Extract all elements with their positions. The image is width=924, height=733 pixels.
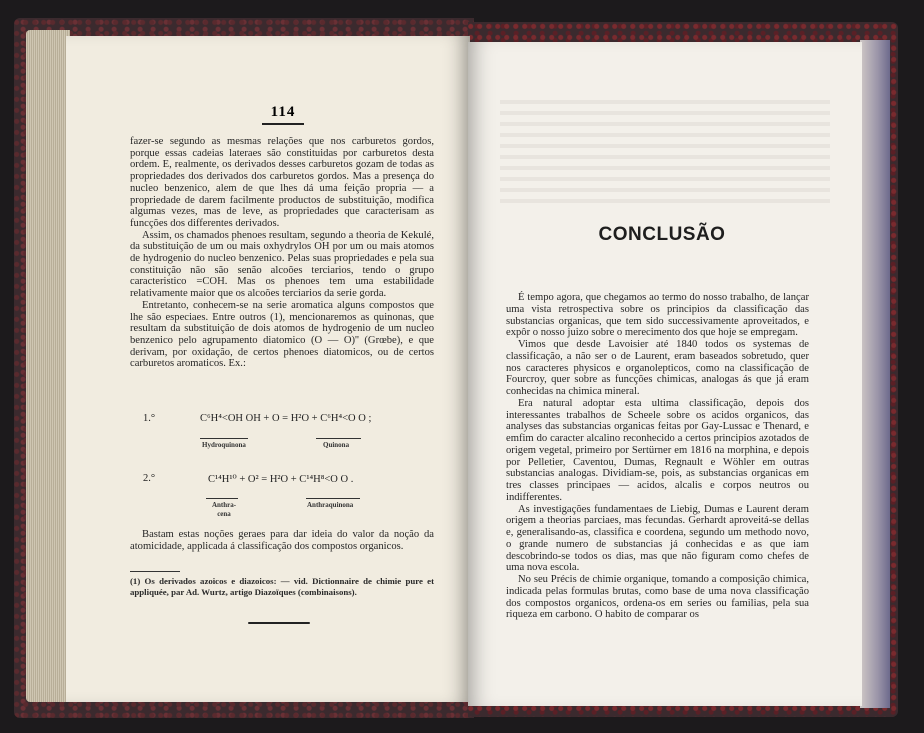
formula-label: Anthraquinona <box>307 501 354 509</box>
paragraph: Era natural adoptar esta ultima classificação, depois dos interessantes trabalhos de Scheele sobre os acidos organicos, das analyses das substancias organicas feitas por Gay-Lussac e Thenard, e emfim do caracter alcalino reconhecido a certos principios azotados de origem vegetal, primeiro por Sertürner em 1816 na morphina, e depois por Pelletier, Caventou, Dumas, Regnault e Wöhler em outras substancias analogas. Dividiam-se, pois, as substancias organicas em tres classes principaes — acidos, alcalis e corpos neutros ou indifferentes. <box>506 397 809 503</box>
page-number: 114 <box>270 104 296 120</box>
formula-label: Anthra- cena <box>211 501 237 518</box>
formula-brace <box>206 498 238 499</box>
page-edges-right <box>860 40 890 708</box>
paragraph: As investigações fundamentaes de Liebig, Dumas e Laurent deram origem a theorias parciaes, mas fecundas. Gerhardt aproveitá-se dellas e, generalisando-as, classifica e coordena, segundo um methodo novo, o grande numero de substancias já conhecidas e as que iam descobrindo-se todos os dias, mas que não figuram como chefes de uma nova escola. <box>506 503 809 574</box>
formula-label: Hydroquinona <box>202 441 246 449</box>
formula-expression: C⁶H⁴<OH OH + O = H²O + C⁶H⁴<O O ; <box>200 413 372 424</box>
closing-paragraph <box>130 529 434 552</box>
end-ornament <box>248 622 310 624</box>
bleed-through-text <box>500 100 830 210</box>
paragraph: Assim, os chamados phenoes resultam, segundo a theoria de Kekulé, da substituição de um ou mais oxhydrylos OH por um ou mais atomos de hydrogenio do nucleo benzenico. Pelas suas propriedades e pela sua constituição não são senão alcoões terciarios, tendo o grupo caracteristico =COH. Mas os phenoes tem uma estabilidade relativamente maior que os alcoões terciarios da serie gorda. <box>130 229 434 300</box>
formula-brace <box>306 498 360 499</box>
footnote-rule <box>130 571 180 572</box>
paragraph: É tempo agora, que chegamos ao termo do nosso trabalho, de lançar uma vista retrospectiva sobre os principios da classificação das substancias organicas, que tem sido successivamente aproveitados, e expôr o nosso juizo sobre o merecimento dos que hoje se empregam. <box>506 292 809 339</box>
page-edges-left <box>26 30 70 702</box>
formula-brace <box>200 438 248 439</box>
paragraph: Vimos que desde Lavoisier até 1840 todos os systemas de classificação, a não ser o de Laurent, eram baseados sobretudo, quer nos caracteres physicos e organolepticos, como na classificação de Fourcroy, quer sobre as funcções chimicas, analogas ás que já eram conhecidas na chimica mineral. <box>506 339 809 397</box>
formula-label: Quinona <box>323 441 350 449</box>
paragraph: Bastam estas noções geraes para dar ideia do valor da noção da atomicidade, applicada á classificação dos compostos organicos. <box>130 529 434 552</box>
paragraph: No seu Précis de chimie organique, tomando a composição chimica, indicada pelas formulas brutas, como base de uma nova classificação dos compostos organicos, ordena-os em series ou familias, pela sua riqueza em carbono. O habito de comparar os <box>506 574 809 621</box>
footnote: (1) Os derivados azoicos e diazoicos: — vid. Dictionnaire de chimie pure et appliquée, par Ad. Wurtz, artigo Diazoïques (combinaisons). <box>130 576 434 597</box>
paragraph: Entretanto, conhecem-se na serie aromatica alguns compostos que lhe são especiaes. Entre outros (1), mencionaremos as quinonas, que resultam da substituição de dois atomos de hydrogenio de um nucleo benzenico pelo agrupamento diatomico (O — O)'' (Grœbe), e que derivam, por oxidação, de certos phenoes diatomicos, ou de certos carburetos aromaticos. Ex.: <box>130 299 434 370</box>
formula-number: 1.° <box>143 413 156 424</box>
chapter-heading: CONCLUSÃO <box>598 224 726 245</box>
formula-number: 2.° <box>143 473 156 484</box>
paragraph: fazer-se segundo as mesmas relações que nos carburetos gordos, porque essas cadeias lateraes são constituidas por carburetos desta ordem. E, realmente, os derivados desses carburetos gozam de todas as propriedades dos derivados dos carburetos gordos. Mas a presença do nucleo benzenico, alem de que lhes dá uma feição propria — a propriedade de darem facilmente productos de substituição, modifica algumas vezes, mas de leve, as propriedades que caracterisam as funcções dos differentes derivados. <box>130 136 434 229</box>
right-body-text <box>506 292 809 621</box>
page-number-rule <box>262 123 304 125</box>
left-body-text <box>130 136 434 370</box>
formula-brace <box>316 438 361 439</box>
formula-expression: C¹⁴H¹⁰ + O² = H²O + C¹⁴H⁸<O O . <box>208 474 354 485</box>
